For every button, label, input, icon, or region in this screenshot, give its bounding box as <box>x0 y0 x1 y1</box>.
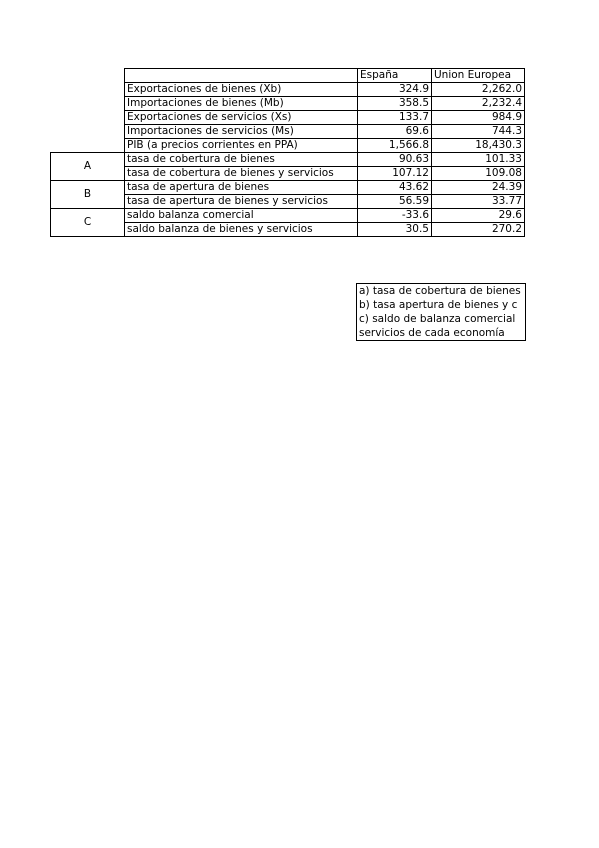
row-label: tasa de cobertura de bienes <box>125 153 358 167</box>
blank-cell <box>51 97 125 111</box>
value-espana: 133.7 <box>358 111 432 125</box>
row-label: tasa de apertura de bienes y servicios <box>125 195 358 209</box>
blank-cell <box>51 125 125 139</box>
note-line: servicios de cada economía <box>359 327 505 339</box>
value-espana: -33.6 <box>358 209 432 223</box>
blank-cell <box>51 83 125 97</box>
blank-cell <box>51 69 125 83</box>
trade-data-table <box>50 68 525 237</box>
value-ue: 33.77 <box>432 195 525 209</box>
header-espana: España <box>358 69 432 83</box>
row-label: saldo balanza comercial <box>125 209 358 223</box>
value-espana: 43.62 <box>358 181 432 195</box>
row-label: Exportaciones de bienes (Xb) <box>125 83 358 97</box>
note-line: c) saldo de balanza comercial <box>359 313 516 325</box>
value-espana: 90.63 <box>358 153 432 167</box>
value-ue: 18,430.3 <box>432 139 525 153</box>
table-row <box>51 111 525 125</box>
value-ue: 24.39 <box>432 181 525 195</box>
table-row <box>51 153 525 167</box>
value-ue: 270.2 <box>432 223 525 237</box>
blank-cell <box>51 111 125 125</box>
value-ue: 744.3 <box>432 125 525 139</box>
group-label-b: B <box>51 181 125 209</box>
value-espana: 69.6 <box>358 125 432 139</box>
table-row <box>51 97 525 111</box>
row-label: tasa de apertura de bienes <box>125 181 358 195</box>
table-header-row <box>51 69 525 83</box>
row-label: PIB (a precios corrientes en PPA) <box>125 139 358 153</box>
header-label-cell <box>125 69 358 83</box>
value-ue: 29.6 <box>432 209 525 223</box>
value-ue: 109.08 <box>432 167 525 181</box>
group-label-c: C <box>51 209 125 237</box>
note-line: a) tasa de cobertura de bienes <box>359 285 521 297</box>
value-espana: 107.12 <box>358 167 432 181</box>
row-label: saldo balanza de bienes y servicios <box>125 223 358 237</box>
notes-box <box>356 283 526 341</box>
value-espana: 358.5 <box>358 97 432 111</box>
value-ue: 2,232.4 <box>432 97 525 111</box>
table-row <box>51 209 525 223</box>
value-ue: 101.33 <box>432 153 525 167</box>
value-ue: 984.9 <box>432 111 525 125</box>
blank-cell <box>51 139 125 153</box>
note-line: b) tasa apertura de bienes y c <box>359 299 518 311</box>
row-label: tasa de cobertura de bienes y servicios <box>125 167 358 181</box>
table-row <box>51 181 525 195</box>
value-espana: 1,566.8 <box>358 139 432 153</box>
row-label: Importaciones de bienes (Mb) <box>125 97 358 111</box>
table-row <box>51 139 525 153</box>
row-label: Importaciones de servicios (Ms) <box>125 125 358 139</box>
table-row <box>51 125 525 139</box>
table-row <box>51 83 525 97</box>
row-label: Exportaciones de servicios (Xs) <box>125 111 358 125</box>
value-espana: 30.5 <box>358 223 432 237</box>
value-espana: 324.9 <box>358 83 432 97</box>
value-ue: 2,262.0 <box>432 83 525 97</box>
group-label-a: A <box>51 153 125 181</box>
value-espana: 56.59 <box>358 195 432 209</box>
header-union-europea: Union Europea <box>432 69 525 83</box>
